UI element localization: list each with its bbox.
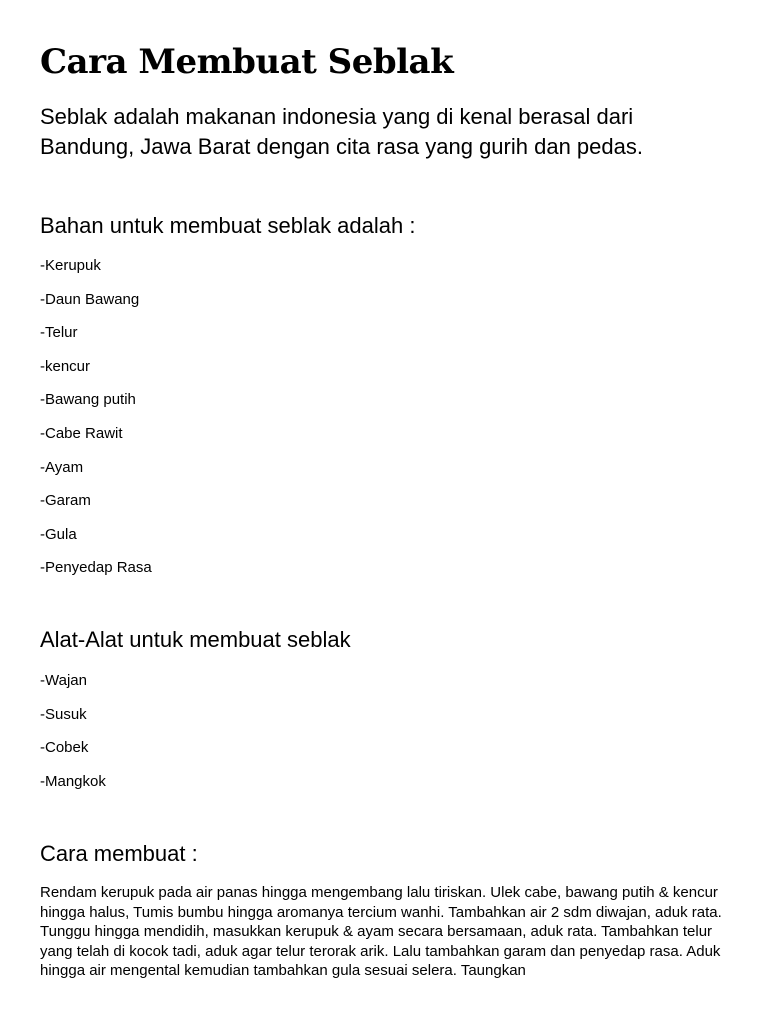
list-item: -Susuk: [40, 705, 87, 723]
page-title: Cara Membuat Seblak: [40, 42, 454, 82]
list-item: -Cobek: [40, 739, 89, 757]
list-item: -Wajan: [40, 672, 87, 689]
list-item: -Daun Bawang: [40, 290, 140, 308]
list-item: -Telur: [40, 324, 78, 342]
tools-heading: Alat-Alat untuk membuat seblak: [40, 627, 351, 652]
list-item: -Ayam: [40, 458, 84, 476]
list-item: -Kerupuk: [40, 257, 101, 274]
list-item: -Penyedap Rasa: [40, 559, 152, 577]
list-item: -Cabe Rawit: [40, 424, 123, 442]
list-item: -kencur: [40, 357, 91, 375]
ingredients-list: [40, 257, 152, 593]
tools-list: [40, 672, 106, 806]
list-item: -Bawang putih: [40, 391, 136, 409]
ingredients-heading: Bahan untuk membuat seblak adalah :: [40, 213, 416, 238]
list-item: -Garam: [40, 492, 91, 510]
list-item: -Gula: [40, 525, 77, 543]
method-paragraph: Rendam kerupuk pada air panas hingga mengembang lalu tiriskan. Ulek cabe, bawang putih & kencur hingga halus, Tumis bumbu hingga aromanya tercium wanhi. Tambahkan air 2 sdm diwajan, aduk rata. Tunggu hingga mendidih, masukkan kerupuk & ayam secara bersamaan, aduk rata. Tambahkan telur yang telah di kocok tadi, aduk agar telur terorak arik. Lalu tambahkan garam dan penyedap rasa. Aduk hingga air mengental kemudian tambahkan gula sesuai selera. Taungkan: [40, 884, 722, 979]
intro-paragraph: Seblak adalah makanan indonesia yang di kenal berasal dari Bandung, Jawa Barat dengan cita rasa yang gurih dan pedas.: [40, 104, 643, 159]
list-item: -Mangkok: [40, 772, 106, 790]
method-heading: Cara membuat :: [40, 841, 198, 866]
